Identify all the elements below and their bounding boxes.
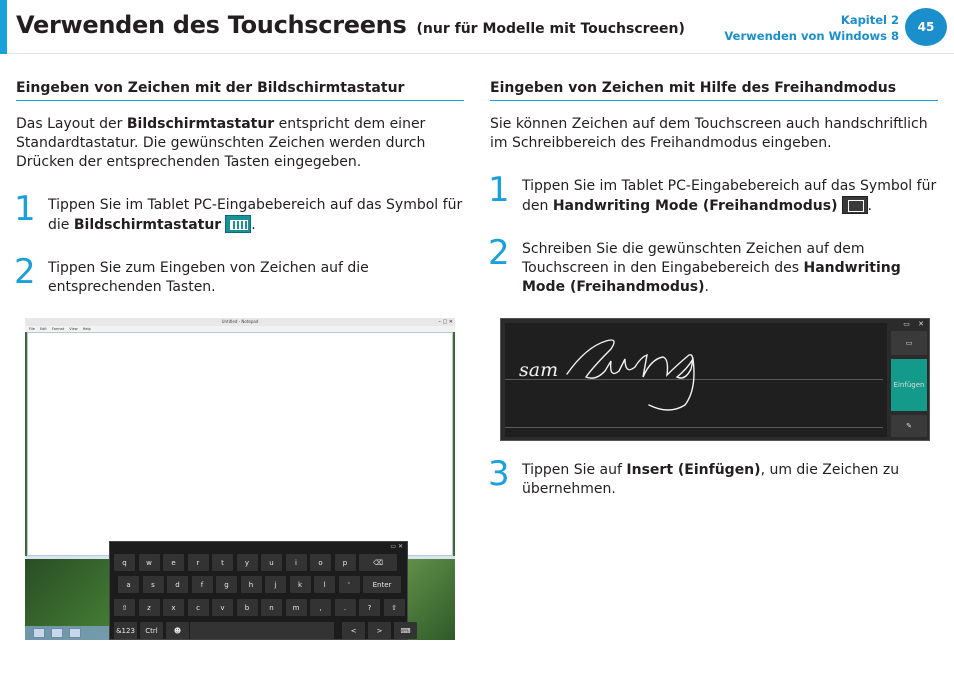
keyboard-key[interactable]: ⌫	[359, 554, 397, 571]
keyboard-key[interactable]: y	[237, 554, 258, 571]
keyboard-key[interactable]: i	[286, 554, 307, 571]
step-text: Schreiben Sie die gewünschten Zeichen auf dem Touchscreen in den Eingabebereich des	[522, 241, 865, 276]
intro-text-end: entspricht dem einer Standardtastatur. Die gewünschten Zeichen werden durch Drücken der entsprechenden Tasten eingegeben.	[16, 116, 426, 170]
step-text: Tippen Sie auf	[522, 462, 627, 478]
onscreen-keyboard-screenshot	[25, 318, 455, 640]
keyboard-key[interactable]: Ctrl	[140, 622, 163, 639]
taskbar-icon	[33, 628, 45, 638]
left-intro-paragraph	[16, 115, 464, 172]
recognized-text: sam	[519, 359, 559, 381]
step-number: 2	[14, 252, 36, 292]
left-step-1	[14, 189, 464, 235]
keyboard-key[interactable]: v	[212, 599, 233, 616]
notepad-text-area	[27, 332, 453, 556]
keyboard-key[interactable]: s	[143, 576, 164, 593]
insert-button[interactable]: Einfügen	[891, 359, 927, 411]
keyboard-key[interactable]: <	[342, 622, 365, 639]
right-step-2	[488, 233, 938, 297]
handwriting-window-controls: ▭ ✕	[903, 320, 924, 328]
title-text: Verwenden des Touchscreens	[16, 11, 407, 39]
right-step-1	[488, 170, 938, 216]
keyboard-key[interactable]: j	[265, 576, 286, 593]
onscreen-keyboard	[109, 541, 411, 640]
page-subtitle: (nur für Modelle mit Touchscreen)	[416, 21, 685, 37]
handwriting-panel-screenshot	[500, 318, 930, 441]
keyboard-key[interactable]: u	[261, 554, 282, 571]
left-section-heading: Eingeben von Zeichen mit der Bildschirmtastatur	[16, 80, 464, 101]
keyboard-key[interactable]: t	[212, 554, 233, 571]
intro-text: Das Layout der	[16, 116, 127, 132]
step-bold: Bildschirmtastatur	[73, 217, 222, 233]
keyboard-icon	[225, 215, 251, 233]
keyboard-key[interactable]: ⇧	[114, 599, 135, 616]
notepad-menu: File Edit Format View Help	[25, 326, 455, 332]
keyboard-key[interactable]: &123	[114, 622, 137, 639]
notepad-title: Untitled - Notepad	[25, 318, 455, 326]
step-number: 2	[488, 233, 510, 273]
keyboard-key[interactable]: k	[290, 576, 311, 593]
keyboard-key[interactable]: c	[188, 599, 209, 616]
handwriting-mode-button[interactable]: ✎	[891, 415, 927, 437]
keyboard-key[interactable]: p	[335, 554, 356, 571]
step-text: Tippen Sie im Tablet PC-Eingabebereich auf das Symbol für den	[522, 178, 937, 214]
intro-bold: Bildschirmtastatur	[126, 116, 275, 132]
keyboard-key[interactable]: .	[335, 599, 356, 616]
keyboard-key[interactable]: >	[368, 622, 391, 639]
handwriting-path	[567, 340, 694, 410]
step-bold: Insert (Einfügen)	[626, 462, 761, 478]
step-number: 1	[488, 170, 510, 210]
taskbar-icon	[69, 628, 81, 638]
keyboard-key[interactable]: Enter	[363, 576, 401, 593]
step-end: .	[251, 217, 256, 233]
keyboard-key[interactable]: ☻	[166, 622, 189, 639]
handwriting-stroke	[501, 319, 930, 441]
keyboard-key[interactable]: q	[114, 554, 135, 571]
step-end: .	[867, 198, 872, 214]
keyboard-key[interactable]: x	[163, 599, 184, 616]
keyboard-key[interactable]: ⌨	[394, 622, 417, 639]
keyboard-key[interactable]: '	[339, 576, 360, 593]
keyboard-key[interactable]: n	[261, 599, 282, 616]
step-end: .	[704, 279, 709, 295]
keyboard-mode-button[interactable]: ▭	[891, 331, 927, 355]
step-number: 1	[14, 189, 36, 229]
keyboard-key[interactable]: ?	[359, 599, 380, 616]
step-end: , um die Zeichen zu übernehmen.	[522, 462, 900, 497]
step-bold: Handwriting Mode (Freihandmodus)	[522, 260, 901, 295]
chapter-name: Verwenden von Windows 8	[724, 29, 899, 43]
notepad-window-buttons: – □ ✕	[438, 319, 453, 325]
keyboard-key[interactable]: f	[192, 576, 213, 593]
keyboard-key[interactable]: g	[216, 576, 237, 593]
left-step-2	[14, 252, 464, 297]
keyboard-key[interactable]: a	[118, 576, 139, 593]
keyboard-key[interactable]: h	[241, 576, 262, 593]
keyboard-key[interactable]: r	[188, 554, 209, 571]
keyboard-window-controls: ▭ ✕	[390, 543, 403, 550]
taskbar-icon	[51, 628, 63, 638]
right-intro-paragraph: Sie können Zeichen auf dem Touchscreen auch handschriftlich im Schreibbereich des Freihandmodus eingeben.	[490, 116, 928, 151]
header-divider	[7, 53, 954, 54]
step-text: Tippen Sie im Tablet PC-Eingabebereich auf das Symbol für die	[48, 197, 463, 233]
keyboard-key[interactable]: m	[286, 599, 307, 616]
keyboard-key[interactable]: ,	[310, 599, 331, 616]
left-column	[16, 80, 464, 297]
keyboard-key[interactable]: b	[237, 599, 258, 616]
right-section-heading: Eingeben von Zeichen mit Hilfe des Freihandmodus	[490, 80, 938, 101]
keyboard-key[interactable]: e	[163, 554, 184, 571]
page-number-badge: 45	[905, 8, 947, 46]
keyboard-key[interactable]: l	[314, 576, 335, 593]
step-text: Tippen Sie zum Eingeben von Zeichen auf die entsprechenden Tasten.	[48, 260, 369, 295]
right-column	[490, 80, 938, 297]
chapter-label	[724, 12, 899, 44]
keyboard-key[interactable]: o	[310, 554, 331, 571]
header-accent-bar	[0, 0, 7, 54]
keyboard-key[interactable]: w	[139, 554, 160, 571]
step-bold: Handwriting Mode (Freihandmodus)	[552, 198, 838, 214]
page-title	[16, 11, 685, 39]
step-number: 3	[488, 454, 510, 494]
keyboard-key[interactable]: d	[167, 576, 188, 593]
keyboard-key[interactable]: ⇧	[384, 599, 405, 616]
keyboard-key[interactable]: z	[139, 599, 160, 616]
spacebar-key[interactable]	[190, 622, 334, 639]
right-step-3	[488, 454, 930, 499]
chapter-number: Kapitel 2	[840, 13, 899, 27]
handwriting-mode-icon	[842, 196, 868, 214]
